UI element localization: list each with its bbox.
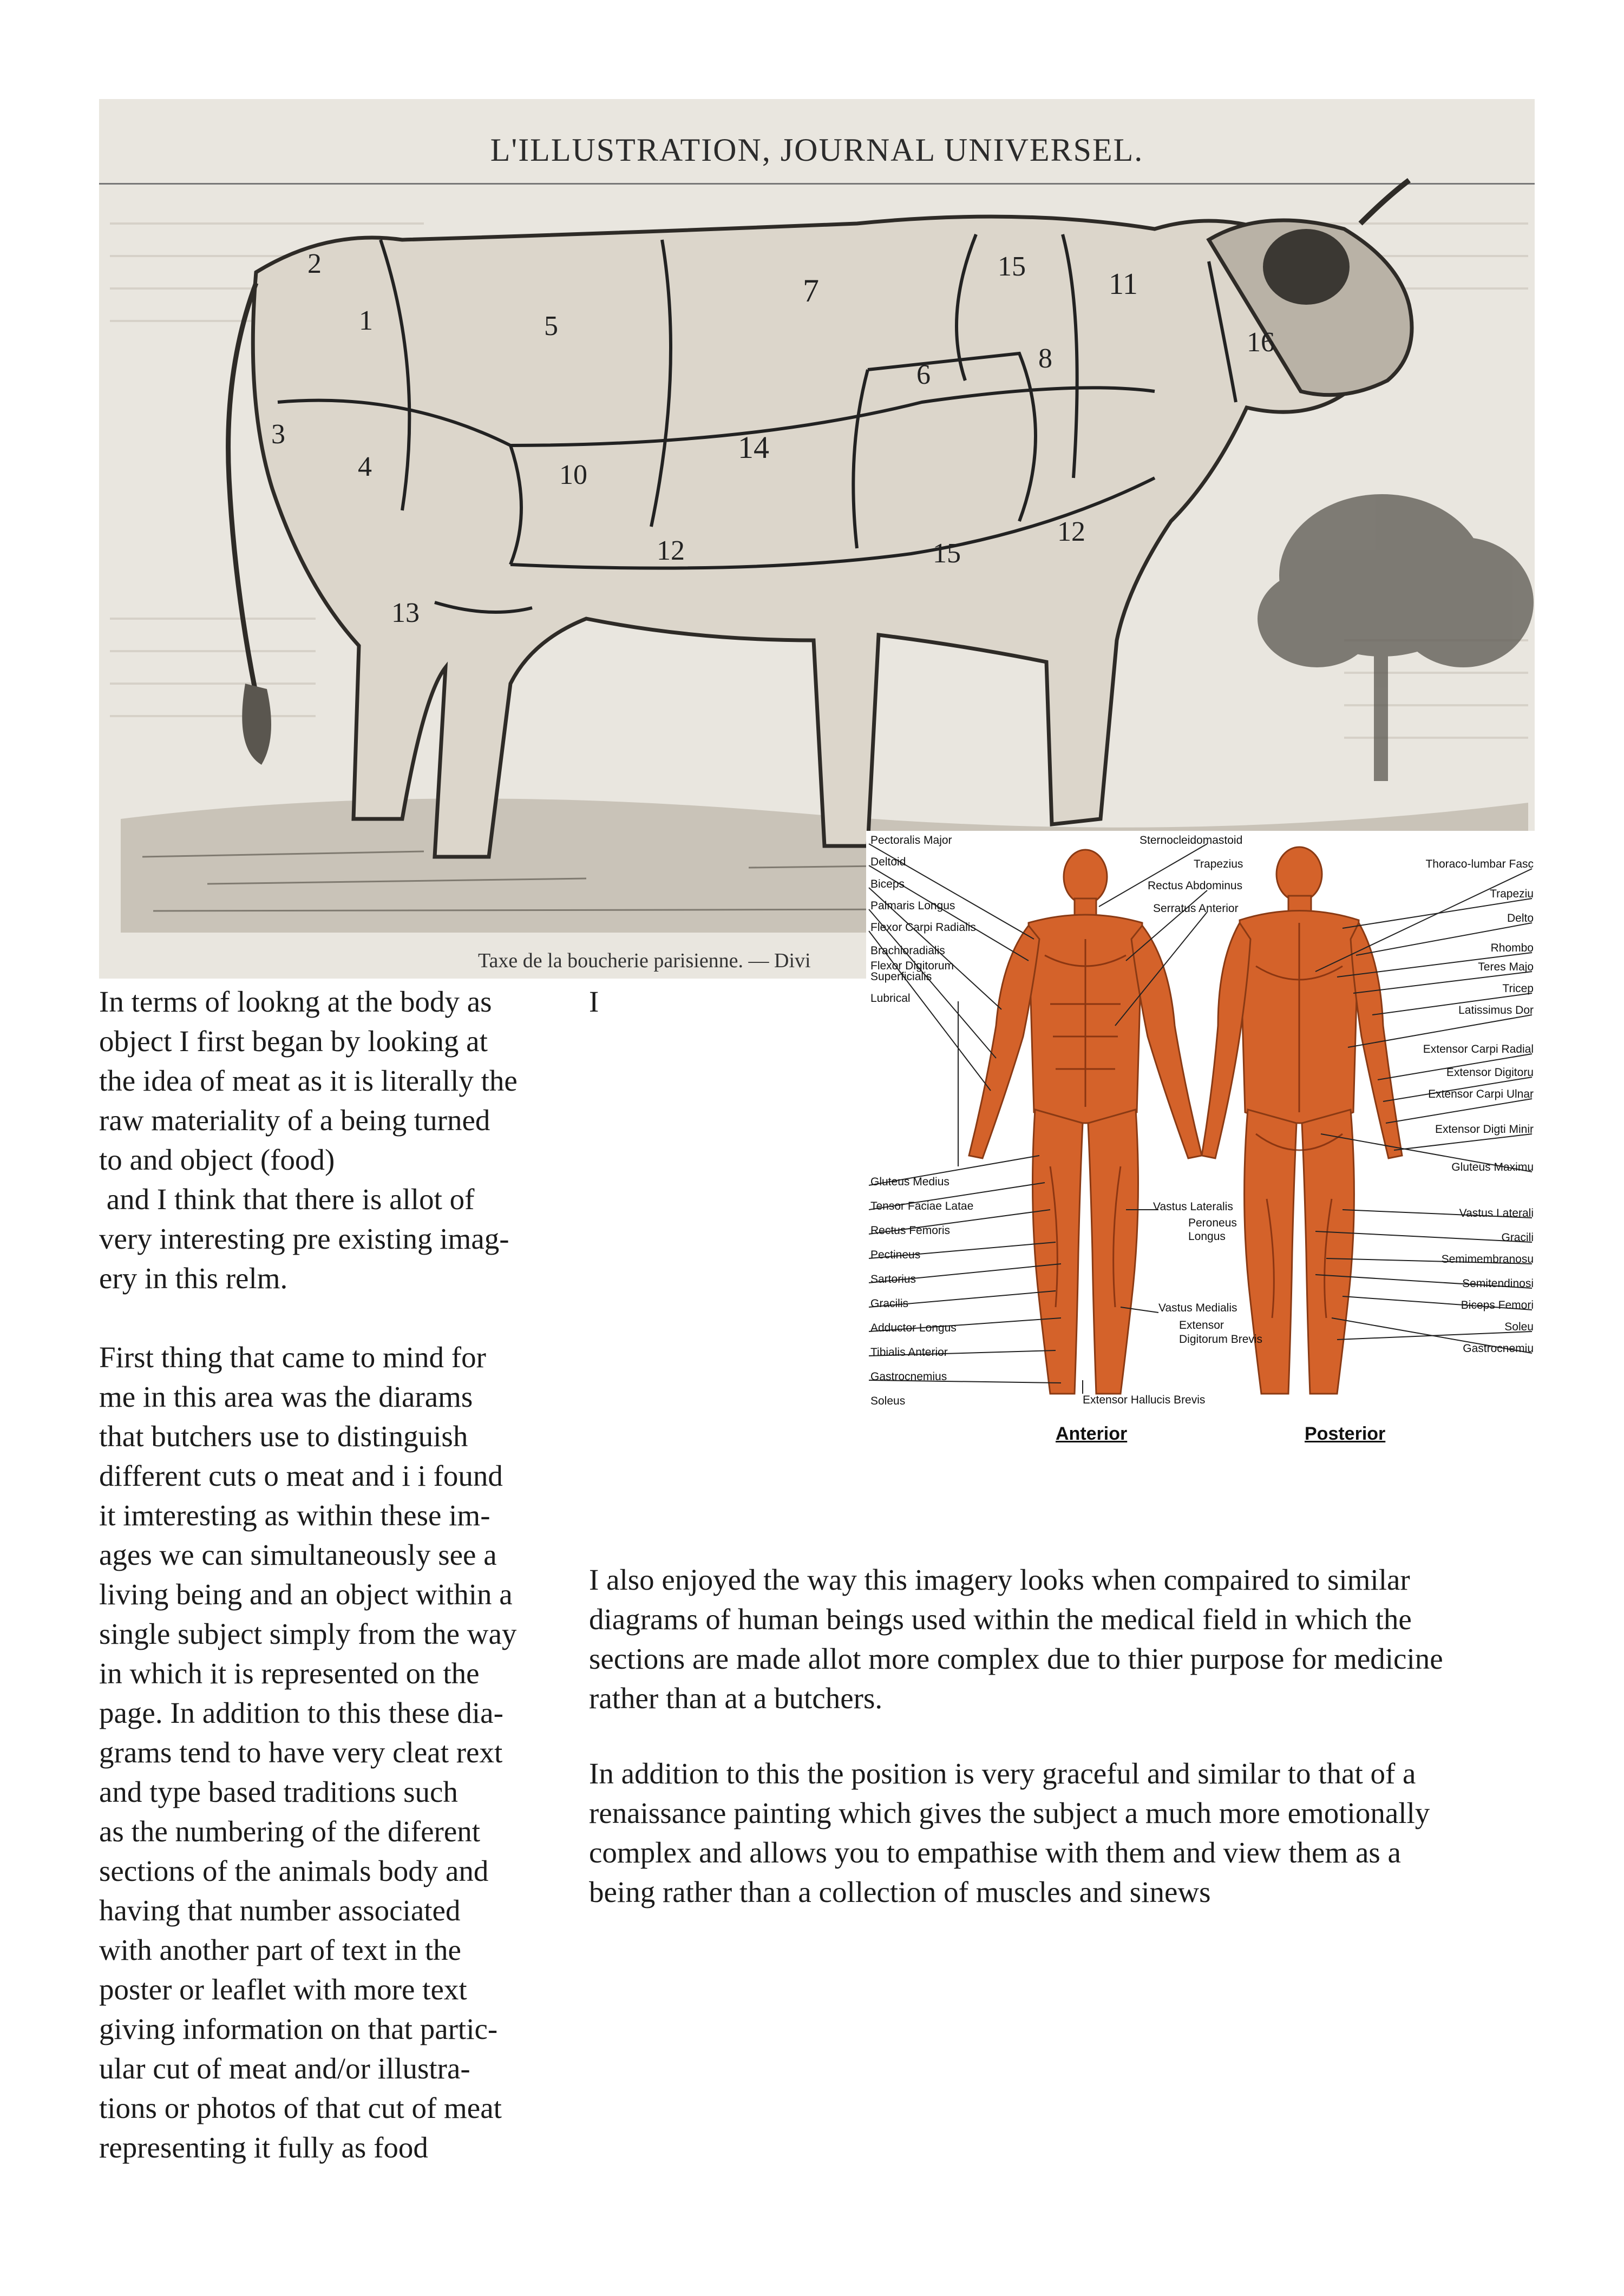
cut-number: 6 [916, 359, 931, 390]
muscle-label: Extensor Digitoru [1446, 1066, 1534, 1079]
cut-number: 8 [1038, 343, 1052, 374]
muscle-label: Biceps Femori [1461, 1299, 1534, 1311]
cut-number: 5 [544, 311, 558, 342]
muscle-label: Extensor Hallucis Brevis [1083, 1394, 1206, 1406]
muscle-label: Pectineus [870, 1249, 921, 1261]
muscle-label: Longus [1188, 1230, 1226, 1243]
muscle-label: Rectus Abdominus [1148, 880, 1243, 892]
stray-character: I [589, 985, 599, 1018]
muscle-label: Gluteus Maximu [1451, 1161, 1534, 1173]
muscle-anatomy-chart [866, 831, 1535, 1461]
muscle-label: Palmaris Longus [870, 900, 955, 912]
cut-number: 14 [738, 430, 769, 465]
muscle-label: Teres Majo [1478, 961, 1534, 973]
muscle-label: Gracilis [870, 1297, 909, 1310]
muscle-label: Biceps [870, 878, 905, 890]
muscle-label: Trapezius [1194, 858, 1243, 870]
muscle-label: Tricep [1502, 982, 1534, 995]
muscle-label: Trapeziu [1490, 888, 1534, 900]
cut-number: 2 [307, 248, 322, 279]
muscle-label: Superficialis [870, 970, 932, 983]
muscle-label: Extensor Carpi Ulnar [1428, 1088, 1534, 1100]
muscle-label: Rectus Femoris [870, 1224, 951, 1237]
muscle-label: Tensor Faciae Latae [870, 1200, 974, 1212]
muscle-label: Lubrical [870, 992, 911, 1005]
cut-number: 4 [358, 451, 372, 482]
muscle-label: Flexor Carpi Radialis [870, 921, 976, 934]
cut-number: 11 [1109, 267, 1138, 301]
muscle-label: Rhombo [1490, 942, 1534, 954]
muscle-label: Soleu [1504, 1321, 1534, 1333]
muscle-label: Gastrocnemius [870, 1370, 947, 1383]
muscle-label: Sternocleidomastoid [1140, 834, 1243, 847]
left-column-text: In terms of lookng at the body as object I first began by looking at the idea of meat as it is literally the raw materiality of a being turned to and object (food) and I think that there is allot of very interesting pre existing imag- ery in this relm. First thing that came to mind for me in this area was the diarams that butchers use to distinguish different cuts o meat and i i found it imteresting as within these im- ages we can simultaneously see a living being and an object within a single subject simply from the way in which it is represented on the page. In addition to this these dia- grams tend to have very cleat rext and type based traditions such as the numbering of the diferent sections of the animals body and having that number associated with another part of text in the poster or leaflet with more text giving information on that partic- ular cut of meat and/or illustra- tions or photos of that cut of meat representing it fully as food [99, 985, 518, 2164]
muscle-label: Vastus Laterali [1459, 1207, 1534, 1219]
cut-number: 15 [933, 538, 961, 569]
cut-number: 16 [1247, 327, 1275, 358]
muscle-label: Peroneus [1188, 1217, 1237, 1229]
muscle-label: Flexor Digitorum [870, 960, 954, 972]
cut-number: 3 [271, 419, 285, 450]
cut-number: 1 [359, 305, 373, 336]
muscle-label: Gracili [1501, 1231, 1534, 1244]
muscle-label: Gastrocnemiu [1463, 1342, 1534, 1355]
plate-header: L'ILLUSTRATION, JOURNAL UNIVERSEL. [490, 132, 1144, 168]
muscle-label: Serratus Anterior [1153, 902, 1239, 915]
muscle-label: Vastus Medialis [1158, 1302, 1237, 1314]
cut-number: 12 [657, 535, 685, 566]
muscle-label: Digitorum Brevis [1179, 1333, 1263, 1346]
cut-number: 15 [998, 251, 1026, 282]
right-paragraph-1: I also enjoyed the way this imagery looks when compaired to similar diagrams of human beings used within the medical field in which the sections are made allot more complex due to thier purpose for medicine rather than at a butchers. [589, 1563, 1443, 1715]
muscle-label: Soleus [870, 1395, 906, 1407]
muscle-label: Tibialis Anterior [870, 1346, 948, 1359]
muscle-label: Adductor Longus [870, 1322, 957, 1334]
muscle-label: Thoraco-lumbar Fasc [1425, 858, 1534, 870]
muscle-label: Brachioradialis [870, 944, 945, 957]
muscle-label: Sartorius [870, 1273, 916, 1285]
posterior-caption: Posterior [1305, 1423, 1386, 1444]
muscle-label: Extensor Carpi Radial [1423, 1043, 1534, 1055]
cut-number: 7 [803, 273, 819, 309]
cut-number: 13 [391, 598, 420, 628]
anterior-caption: Anterior [1056, 1423, 1128, 1444]
muscle-label: Gluteus Medius [870, 1176, 949, 1188]
muscle-label: Extensor Digti Minir [1435, 1123, 1534, 1136]
cut-number: 10 [559, 460, 587, 490]
plate-caption: Taxe de la boucherie parisienne. — Divi [478, 949, 811, 972]
right-paragraph-2: In addition to this the position is very graceful and similar to that of a renaissance painting which gives the subject a much more emotionally complex and allows you to empathise with them and view them as a being rather than a collection of muscles and sinews [589, 1757, 1430, 1908]
muscle-label: Semimembranosu [1441, 1253, 1534, 1265]
muscle-label: Extensor [1179, 1319, 1224, 1331]
muscle-label: Pectoralis Major [870, 834, 952, 847]
muscle-label: Latissimus Dor [1458, 1004, 1534, 1016]
muscle-label: Semitendinosi [1462, 1277, 1534, 1290]
muscle-label: Vastus Lateralis [1153, 1201, 1233, 1213]
muscle-label: Delto [1507, 912, 1534, 924]
muscle-label: Deltoid [870, 856, 906, 868]
cut-number: 12 [1057, 516, 1085, 547]
